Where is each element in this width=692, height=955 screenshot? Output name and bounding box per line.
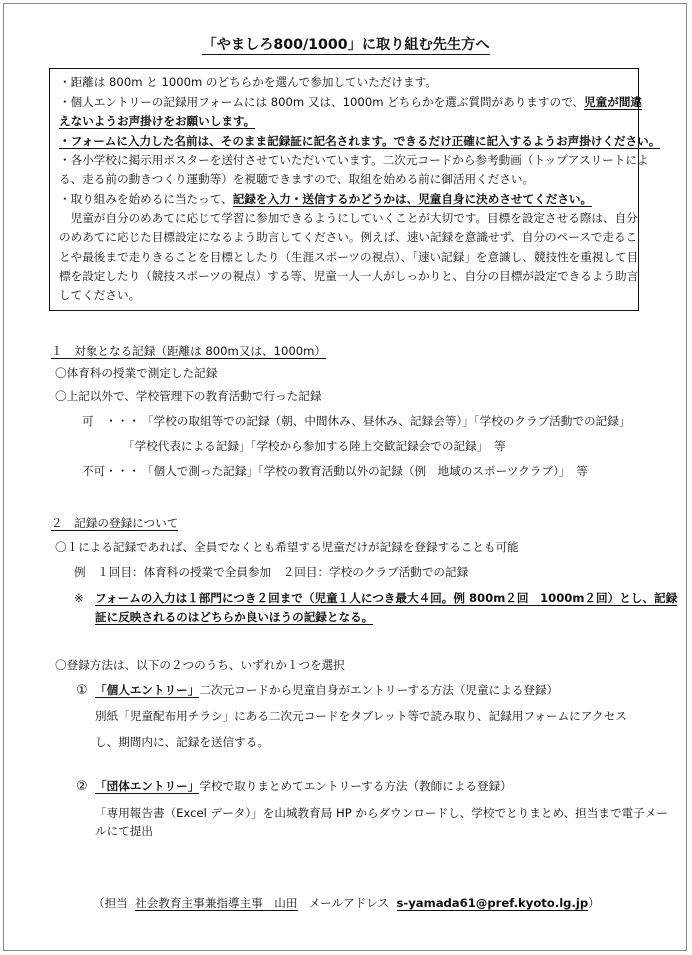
section-1-item-other: 〇上記以外で、学校管理下の教育活動で行った記録	[55, 389, 322, 403]
section-1-ok-label: 可 ・・・	[82, 414, 140, 428]
section-1-heading: １ 対象となる記録（距離は 800m又は、1000m）	[51, 344, 327, 358]
method-2-desc-line-2: ルにて提出	[95, 824, 153, 838]
notice-line-start: ・取り組みを始めるに当たって、記録を入力・送信するかどうかは、児童自身に決めさせてください。	[59, 192, 593, 206]
notice-paragraph-line-4: 標を設定したり（競技スポーツの視点）する等、児童一人一人がしっかりと、自分の目標が設定できるよう助言	[59, 269, 639, 283]
method-2-heading: 「団体エントリー」学校で取りまとめてエントリーする方法（教師による登録）	[95, 779, 512, 793]
notice-line-distance: ・距離は 800m と 1000m のどちらかを選んで参加していただけます。	[59, 75, 437, 89]
contact-suffix: ）	[588, 896, 600, 910]
section-1-ok-line-2: 「学校代表による記録」「学校から参加する陸上交歓記録会での記録」 等	[123, 439, 506, 453]
section-2-item-optional: 〇１による記録であれば、全員でなくとも希望する児童だけが記録を登録することも可能	[55, 540, 519, 554]
notice-line-form-choice: ・個人エントリーの記録用フォームには 800m 又は、1000m どちらかを選ぶ質問がありますので、児童が間違	[59, 95, 643, 109]
section-1-ng-line: 「個人で測った記録」「学校の教育活動以外の記録（例 地域のスポーツクラブ）」 等	[142, 464, 588, 478]
section-1-item-pe: 〇体育科の授業で測定した記録	[55, 366, 218, 380]
contact-prefix: （担当	[93, 896, 128, 910]
section-1-ok-line-1: 「学校の取組等での記録（朝、中間休み、昼休み、記録会等）」「学校のクラブ活動での記録」	[142, 414, 631, 428]
section-2-item-method: 〇登録方法は、以下の２つのうち、いずれか１つを選択	[55, 658, 345, 672]
section-2-example: 例 １回目：体育科の授業で全員参加 ２回目：学校のクラブ活動での記録	[74, 565, 469, 579]
contact-email[interactable]: s-yamada61@pref.kyoto.lg.jp	[396, 896, 589, 910]
method-1-desc-line-2: し、期間内に、記録を送信する。	[95, 735, 269, 749]
contact-email-label: メールアドレス	[308, 896, 390, 910]
method-2-desc-line-1: 「専用報告書（Excel データ）」を山城教育局 HP からダウンロードし、学校でとりまとめ、担当まで電子メー	[95, 806, 668, 820]
page-title: 「やましろ800/1000」に取り組む先生方へ	[202, 37, 490, 53]
section-2-note-line-1: フォームの入力は１部門につき２回まで（児童１人につき最大４回。例 800m２回 1000m２回）とし、記録	[95, 591, 678, 605]
section-1-ng-label: 不可・・・	[82, 464, 140, 478]
method-1-number: ①	[76, 683, 88, 698]
notice-line-form-choice-cont: えないようお声掛けをお願いします。	[59, 114, 256, 128]
notice-line-name: ・フォームに入力した名前は、そのまま記録証に記名されます。できるだけ正確に記入するようお声掛けください。	[59, 134, 661, 148]
notice-paragraph-line-5: してください。	[59, 288, 141, 302]
method-1-desc-line-1: 別紙「児童配布用チラシ」にある二次元コードをタブレット等で読み取り、記録用フォームにアクセス	[95, 709, 627, 723]
notice-line-poster-cont: る、走る前の動きつくり運動等）を視聴できますので、取組を始める前に御活用ください。	[59, 172, 535, 186]
section-2-note-mark: ※	[74, 591, 84, 605]
section-2-heading: ２ 記録の登録について	[51, 516, 179, 530]
notice-paragraph-line-1: 児童が自分のめあてに応じて学習に参加できるようにしていくことが大切です。目標を設定させる際は、自分	[59, 211, 638, 225]
section-2-note-line-2: 証に反映されるのはどちらか良いほうの記録となる。	[95, 610, 374, 624]
notice-paragraph-line-3: とや最後まで走りきることを目標としたり（生涯スポーツの視点）、「速い記録」を意識し、競技性を重視して目	[59, 250, 639, 264]
contact-person: 社会教育主事兼指導主事 山田	[135, 896, 298, 910]
method-1-heading: 「個人エントリー」二次元コードから児童自身がエントリーする方法（児童による登録）	[95, 683, 559, 697]
method-2-number: ②	[76, 779, 88, 794]
notice-paragraph-line-2: のめあてに応じた目標設定になるよう助言してください。例えば、速い記録を意識せず、自分のペースで走るこ	[59, 230, 638, 244]
contact-line	[93, 898, 600, 910]
notice-line-poster: ・各小学校に掲示用ポスターを送付させていただいています。二次元コードから参考動画（トップアスリートによ	[59, 153, 649, 167]
